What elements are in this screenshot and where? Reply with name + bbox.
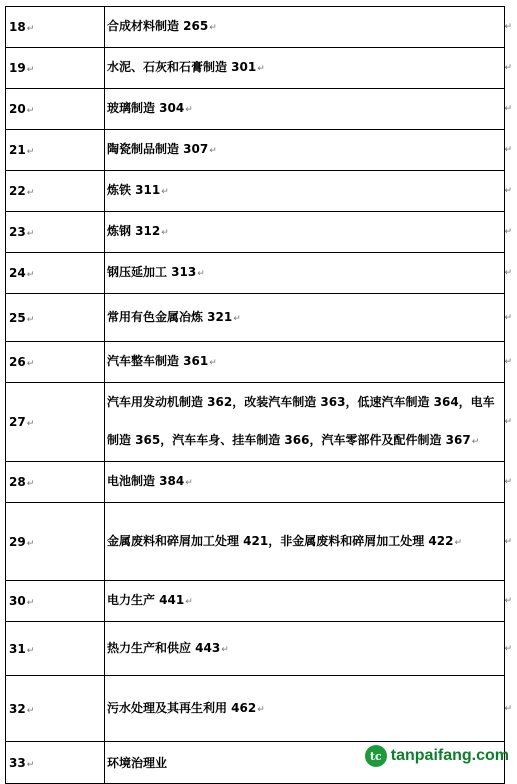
table-row bbox=[6, 462, 505, 503]
row-number: 21↵ bbox=[6, 130, 105, 171]
row-industry: 合成材料制造 265↵ ↵ bbox=[105, 7, 505, 48]
row-industry: 汽车整车制造 361↵ ↵ bbox=[105, 342, 505, 383]
table-row bbox=[6, 212, 505, 253]
table-row bbox=[6, 342, 505, 383]
site-watermark bbox=[365, 745, 509, 767]
row-number: 22↵ bbox=[6, 171, 105, 212]
row-number: 24↵ bbox=[6, 253, 105, 294]
row-number: 18↵ bbox=[6, 7, 105, 48]
row-number: 28↵ bbox=[6, 462, 105, 503]
row-number: 29↵ bbox=[6, 503, 105, 581]
row-number: 23↵ bbox=[6, 212, 105, 253]
row-number: 26↵ bbox=[6, 342, 105, 383]
row-number: 32↵ bbox=[6, 676, 105, 742]
table-row bbox=[6, 294, 505, 342]
row-industry: 电力生产 441↵ ↵ bbox=[105, 581, 505, 622]
table-row bbox=[6, 581, 505, 622]
row-industry: 炼铁 311↵ ↵ bbox=[105, 171, 505, 212]
row-industry: 常用有色金属冶炼 321↵ ↵ bbox=[105, 294, 505, 342]
industry-table bbox=[5, 6, 512, 784]
table-row bbox=[6, 503, 505, 581]
row-industry: 热力生产和供应 443↵ ↵ bbox=[105, 622, 505, 676]
row-number: 20↵ bbox=[6, 89, 105, 130]
row-number: 27↵ bbox=[6, 383, 105, 462]
table-row bbox=[6, 622, 505, 676]
row-industry: 炼钢 312↵ ↵ bbox=[105, 212, 505, 253]
table-row bbox=[6, 383, 505, 462]
row-number: 31↵ bbox=[6, 622, 105, 676]
row-industry: 环境治理业 bbox=[105, 742, 505, 784]
row-number: 30↵ bbox=[6, 581, 105, 622]
row-industry: 钢压延加工 313↵ ↵ bbox=[105, 253, 505, 294]
row-industry: 陶瓷制品制造 307↵ ↵ bbox=[105, 130, 505, 171]
row-industry: 金属废料和碎屑加工处理 421，非金属废料和碎屑加工处理 422↵ ↵ bbox=[105, 503, 505, 581]
row-number: 19↵ bbox=[6, 48, 105, 89]
table-row bbox=[6, 676, 505, 742]
row-number: 25↵ bbox=[6, 294, 105, 342]
row-industry: 水泥、石灰和石膏制造 301↵ ↵ bbox=[105, 48, 505, 89]
table-row bbox=[6, 171, 505, 212]
row-industry: 玻璃制造 304↵ ↵ bbox=[105, 89, 505, 130]
tanpaifang-logo-icon: tc bbox=[365, 745, 387, 767]
row-industry: 污水处理及其再生利用 462↵ ↵ bbox=[105, 676, 505, 742]
table-row bbox=[6, 48, 505, 89]
table-row bbox=[6, 130, 505, 171]
row-industry: 汽车用发动机制造 362，改装汽车制造 363，低速汽车制造 364，电车制造 365，汽车车身、挂车制造 366，汽车零部件及配件制造 367↵ ↵ bbox=[105, 383, 505, 462]
row-industry: 电池制造 384↵ ↵ bbox=[105, 462, 505, 503]
table-row bbox=[6, 7, 505, 48]
table-row bbox=[6, 89, 505, 130]
row-number: 33↵ bbox=[6, 742, 105, 784]
watermark-site-name: tanpaifang.com bbox=[390, 747, 509, 764]
table-row bbox=[6, 253, 505, 294]
